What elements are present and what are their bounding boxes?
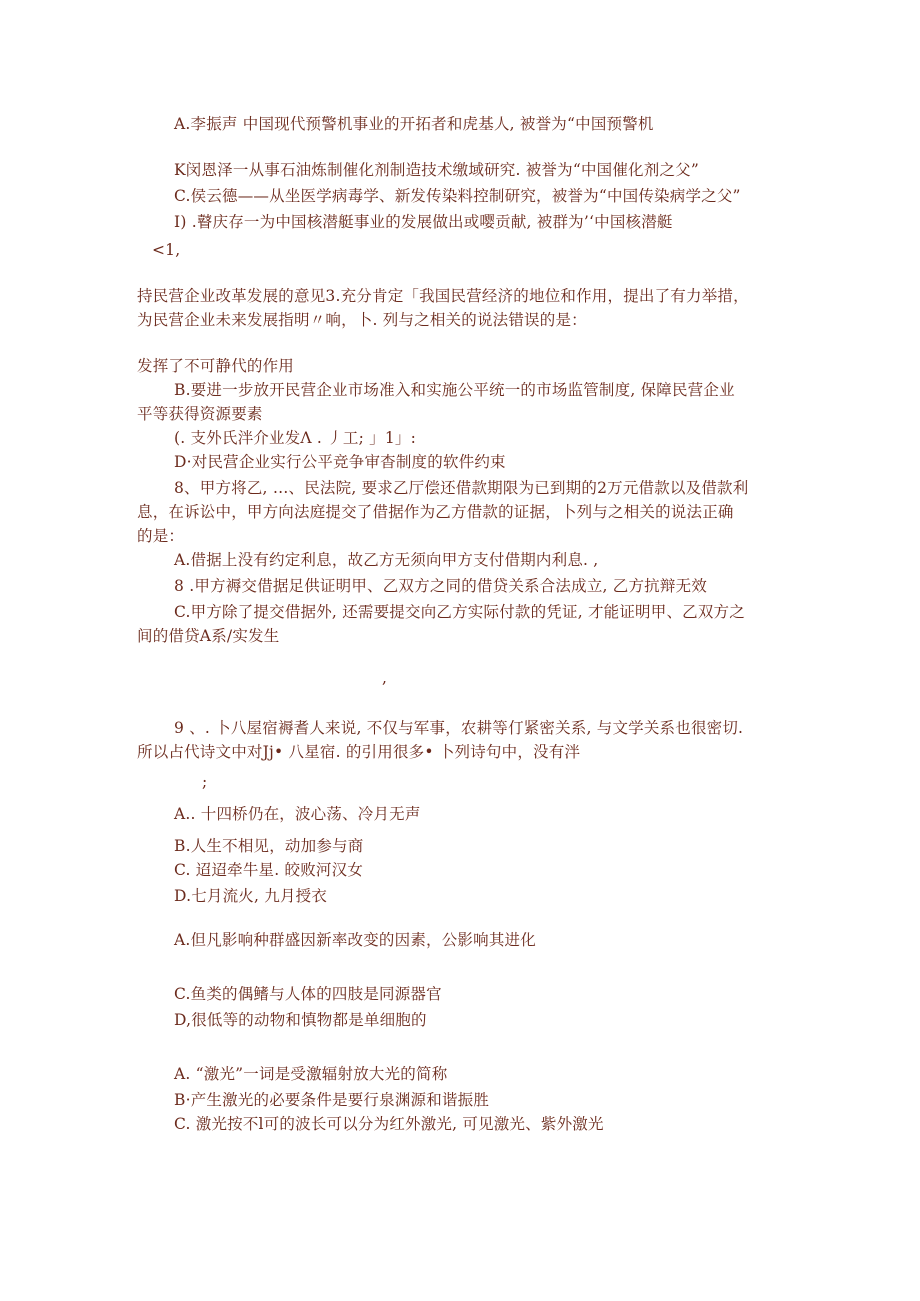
line-f3: C. 激光按不l可的波长可以分为红外激光, 可见激光、紫外激光 (174, 1115, 604, 1133)
line-a4: I) .瞽庆存一为中国核潜艇事业的发展做出或嘤贡献, 被群为’‘中国核潜艇 (174, 213, 673, 231)
line-b7: D·对民营企业实行公平竞争审杳制度的软件约束 (174, 453, 506, 471)
line-a2: K闵恩泽一从事石油炼制催化剂制造技术缴域研究. 被誉为“中国催化剂之父” (174, 161, 699, 179)
line-c1: 8、甲方将乙, …、民法院, 要求乙厅偿还借款期限为已到期的2万元借款以及借款利 (174, 479, 749, 497)
line-d2: 所以占代诗文中对Jj• 八星宿. 的引用很多• 卜列诗句中，没有泮 (137, 743, 581, 761)
line-c4: A.借据上没有约定利息，故乙方无须向甲方支付借期内利息. , (174, 551, 599, 569)
line-e1: A.但凡影响种群盛因新率改变的因素，公影响其进化 (174, 931, 536, 949)
line-b4: B.要进一步放开民营企业市场准入和实施公平统一的市场监管制度, 保障民营企业 (174, 381, 735, 399)
line-b5: 平等获得资源要素 (137, 405, 263, 423)
line-a5: <1, (152, 241, 181, 259)
line-b2: 为民营企业未来发展指明〃响，卜. 列与之相关的说法错误的是： (137, 311, 587, 329)
line-d6: C. 迢迢牵牛星. 皎败河汉女 (174, 861, 364, 879)
line-d1: 9 、. 卜八屋宿褥耆人来说, 不仅与军事，农耕等仃紧密关系, 与文学关系也很密切. (174, 719, 744, 737)
line-d7: D.七月流火, 九月授衣 (174, 887, 328, 905)
line-a1: A.李振声 中国现代预警机事业的开拓者和虎基人, 被誉为“中国预警机 (174, 115, 654, 133)
line-b3: 发挥了不可静代的作用 (137, 357, 295, 375)
line-c8: , (382, 669, 388, 687)
line-e2: C.鱼类的偶鳍与人体的四肢是同源器官 (174, 985, 442, 1003)
line-d3: ; (202, 773, 208, 791)
line-f2: B·产生激光的必要条件是要行泉渊源和谐振胜 (174, 1091, 490, 1109)
line-c6: C.甲方除了提交借据外, 还需要提交向乙方实际付款的凭证, 才能证明甲、乙双方之 (174, 603, 745, 621)
line-a3: C.侯云德——从坐医学病毒学、新发传染料控制研究，被誉为“中国传染病学之父” (174, 187, 741, 205)
line-b1: 持民营企业改革发展的意见3.充分肯定「我国民营经济的地位和作用，提出了有力举措， (137, 287, 749, 305)
line-c2: 息，在诉讼中，甲方向法庭提交了借据作为乙方借款的证据，卜列与之相关的说法正确 (137, 503, 734, 521)
line-d4: A.. 十四桥仍在，波心荡、冷月无声 (174, 805, 421, 823)
line-d5: B.人生不相见，动加参与商 (174, 837, 364, 855)
line-c5: 8 .甲方褥交借据足供证明甲、乙双方之同的借贷关系合法成立, 乙方抗辩无效 (174, 577, 707, 595)
line-f1: A. “激光”一词是受激辐射放大光的简称 (174, 1065, 448, 1083)
line-b6: (. 支外氏泮介业发Λ . 丿工; 」1」: (174, 429, 417, 447)
line-c7: 间的借贷A系/实发生 (137, 627, 280, 645)
line-e3: D,很低等的动物和慎物都是单细胞的 (174, 1011, 427, 1029)
line-c3: 的是： (137, 527, 185, 545)
